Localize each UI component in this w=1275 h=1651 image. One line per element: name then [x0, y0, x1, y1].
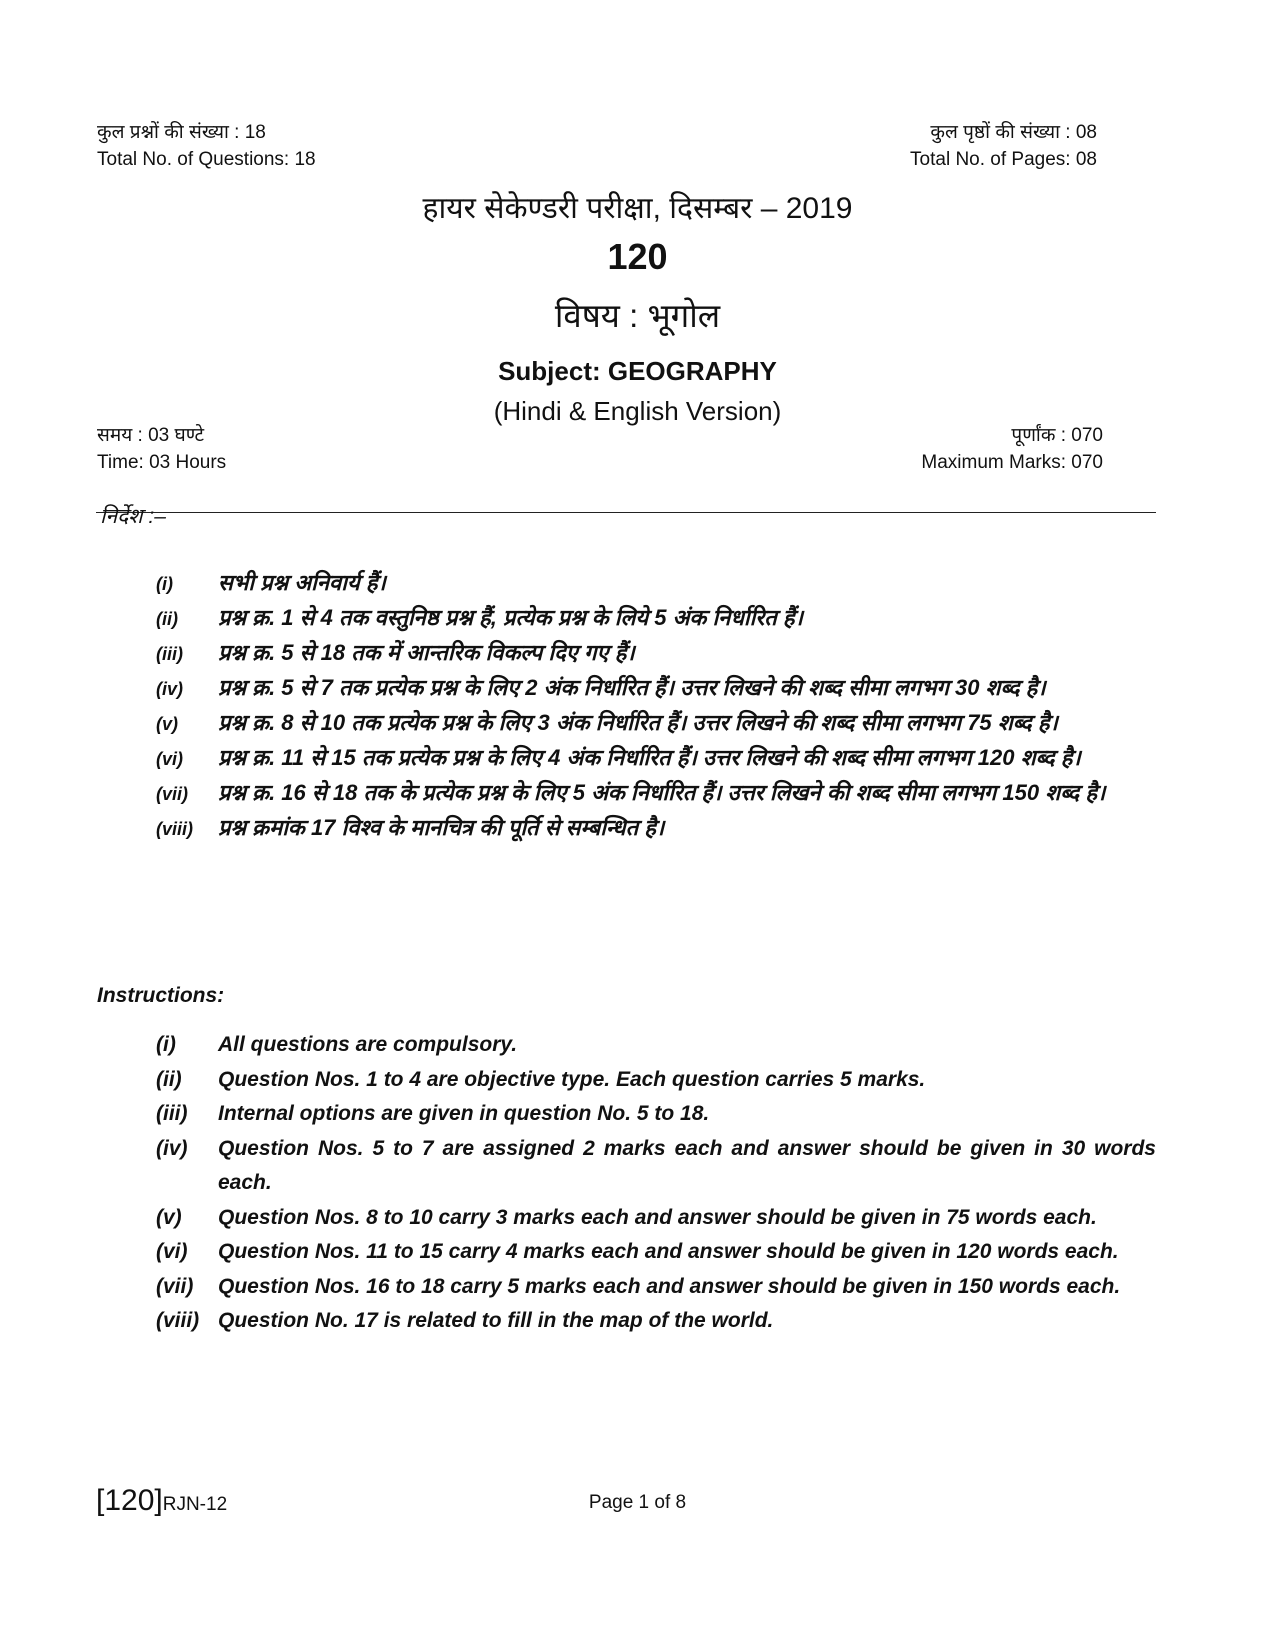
- list-item: (vii) Question Nos. 16 to 18 carry 5 marks each and answer should be given in 150 words each.: [156, 1274, 1121, 1298]
- max-marks-english: Maximum Marks: 070: [921, 452, 1103, 473]
- list-item: (v) Question Nos. 8 to 10 carry 3 marks each and answer should be given in 75 words each.: [156, 1205, 1097, 1229]
- max-marks-hindi: पूर्णांक : 070: [1011, 425, 1103, 446]
- list-item: (i) सभी प्रश्न अनिवार्य हैं।: [156, 570, 386, 595]
- instructions-list-hindi: [156, 566, 1156, 846]
- page-number: Page 1 of 8: [588, 1492, 687, 1513]
- exam-title-hindi: हायर सेकेण्डरी परीक्षा, दिसम्बर – 2019: [422, 192, 853, 225]
- list-item: (iii) प्रश्न क्र. 5 से 18 तक में आन्तरिक विकल्प दिए गए हैं।: [156, 640, 635, 665]
- instructions-heading-hindi: निर्देश :–: [100, 505, 166, 528]
- time-english: Time: 03 Hours: [97, 452, 227, 473]
- list-item: (iv) Question Nos. 5 to 7 are assigned 2 marks each and answer should be given in 30 words each.: [156, 1136, 1156, 1194]
- list-item: (ii) प्रश्न क्र. 1 से 4 तक वस्तुनिष्ठ प्रश्न हैं, प्रत्येक प्रश्न के लिये 5 अंक निर्धारित हैं।: [156, 605, 803, 630]
- list-item: (vii) प्रश्न क्र. 16 से 18 तक के प्रत्येक प्रश्न के लिए 5 अंक निर्धारित हैं। उत्तर लिखने की शब्द सीमा लगभग 150 शब्द है।: [156, 780, 1106, 805]
- subject-english: Subject: GEOGRAPHY: [498, 356, 777, 386]
- instructions-heading-english: Instructions:: [97, 984, 225, 1007]
- footer-paper-code: [120]RJN-12: [96, 1484, 228, 1517]
- list-item: (iii) Internal options are given in question No. 5 to 18.: [156, 1102, 710, 1125]
- list-item: (v) प्रश्न क्र. 8 से 10 तक प्रत्येक प्रश्न के लिए 3 अंक निर्धारित हैं। उत्तर लिखने की शब्द सीमा लगभग 75 शब्द है।: [156, 710, 1058, 735]
- version-note: (Hindi & English Version): [493, 396, 782, 426]
- list-item: (vi) Question Nos. 11 to 15 carry 4 marks each and answer should be given in 120 words each.: [156, 1240, 1119, 1263]
- total-questions-english: Total No. of Questions: 18: [97, 149, 316, 170]
- list-item: (viii) प्रश्न क्रमांक 17 विश्व के मानचित्र की पूर्ति से सम्बन्धित है।: [156, 815, 665, 840]
- list-item: (iv) प्रश्न क्र. 5 से 7 तक प्रत्येक प्रश्न के लिए 2 अंक निर्धारित हैं। उत्तर लिखने की शब्द सीमा लगभग 30 शब्द है।: [156, 675, 1046, 700]
- subject-hindi: विषय : भूगोल: [554, 297, 721, 334]
- paper-code: 120: [607, 236, 668, 277]
- header-divider: [96, 512, 1156, 513]
- list-item: (ii) Question Nos. 1 to 4 are objective type. Each question carries 5 marks.: [156, 1067, 926, 1091]
- total-pages-english: Total No. of Pages: 08: [910, 149, 1097, 170]
- footer-series: RJN-12: [162, 1494, 228, 1515]
- list-item: (vi) प्रश्न क्र. 11 से 15 तक प्रत्येक प्रश्न के लिए 4 अंक निर्धारित हैं। उत्तर लिखने की शब्द सीमा लगभग 120 शब्द है।: [156, 745, 1081, 770]
- total-pages-hindi: कुल पृष्ठों की संख्या : 08: [930, 122, 1097, 143]
- time-hindi: समय : 03 घण्टे: [97, 425, 205, 446]
- total-questions-hindi: कुल प्रश्नों की संख्या : 18: [97, 122, 266, 143]
- list-item: (viii) Question No. 17 is related to fill in the map of the world.: [156, 1309, 774, 1332]
- instructions-list-english: [156, 1028, 1156, 1339]
- list-item: (i) All questions are compulsory.: [156, 1033, 518, 1056]
